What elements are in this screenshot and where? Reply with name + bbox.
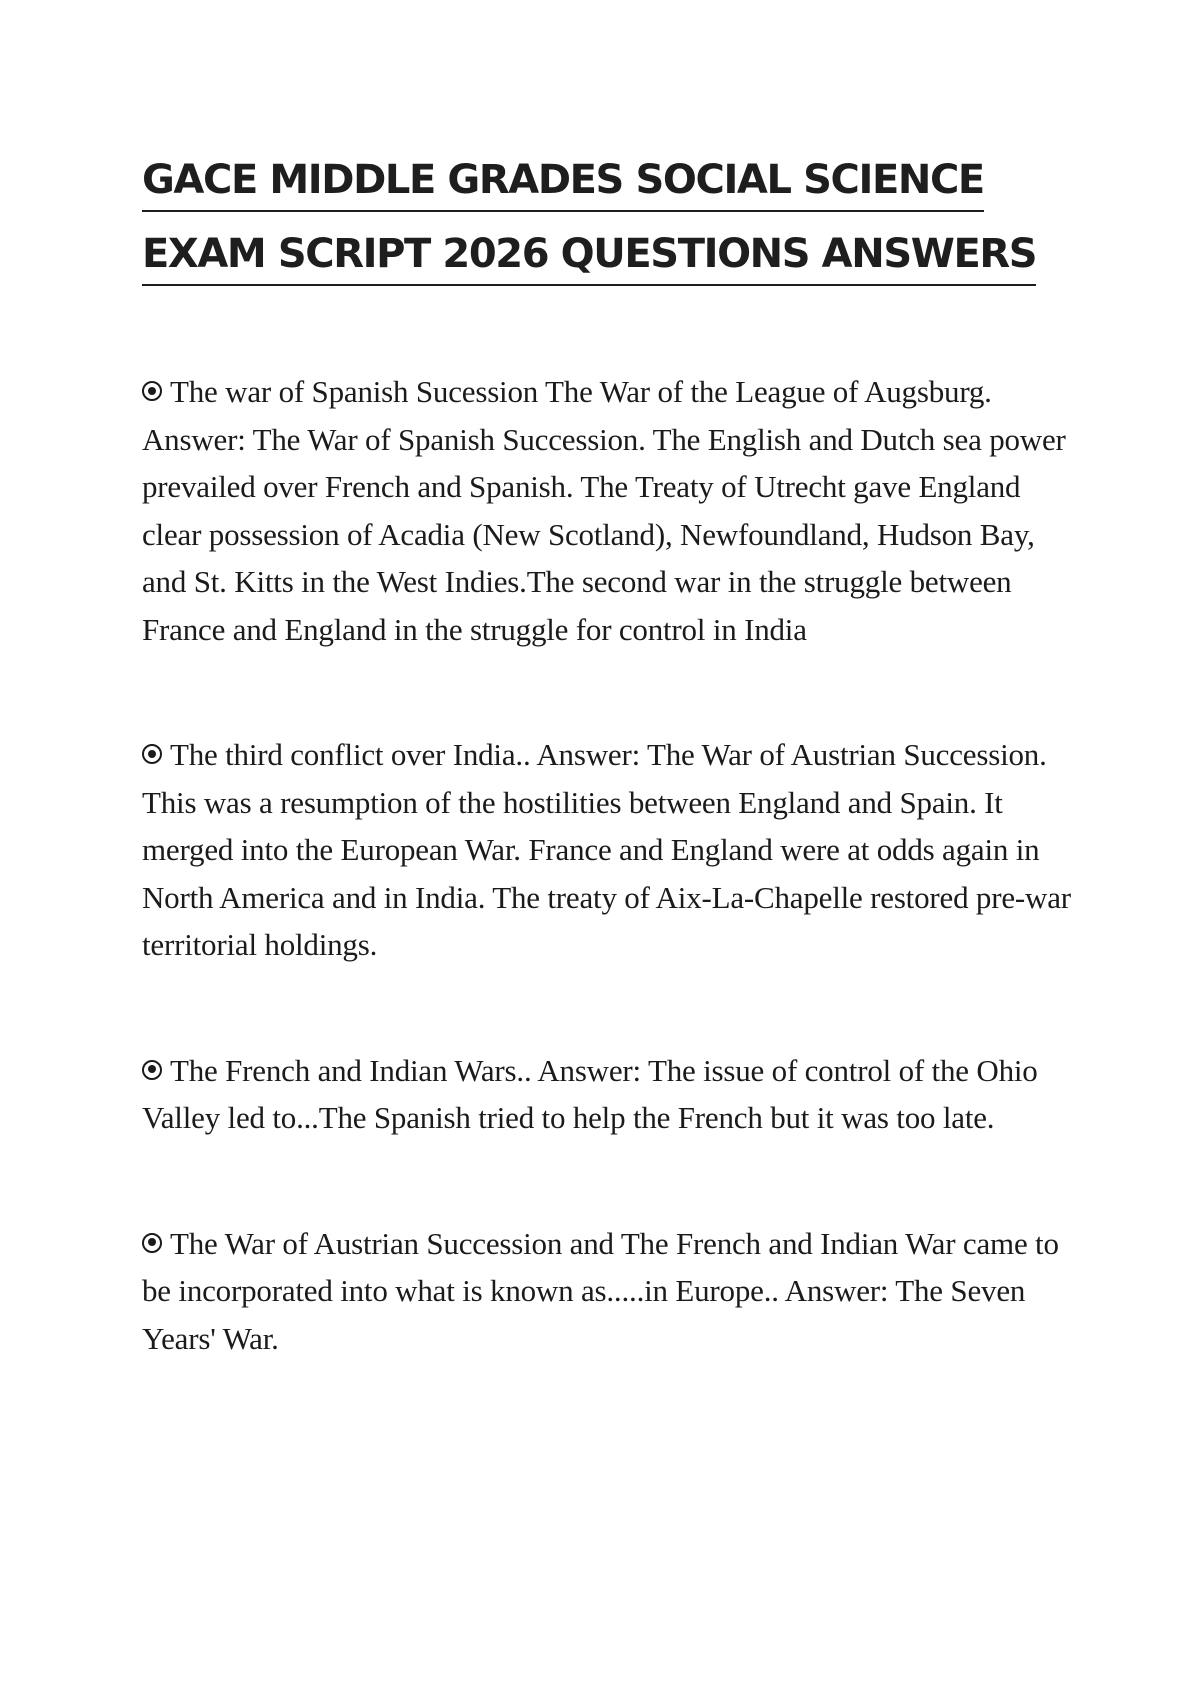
title-line-1: GACE MIDDLE GRADES SOCIAL SCIENCE <box>142 150 984 212</box>
question-list <box>142 368 1082 1362</box>
question-text-3: The French and Indian Wars.. Answer: The issue of control of the Ohio Valley led to...The Spanish tried to help the French but it was too late. <box>142 1052 1038 1135</box>
radio-bullet-icon <box>142 381 162 401</box>
question-item-1 <box>142 368 1082 653</box>
question-text-4: The War of Austrian Succession and The French and Indian War came to be incorporated into what is known as.....in Europe.. Answer: The Seven Years' War. <box>142 1225 1059 1356</box>
question-item-4 <box>142 1220 1082 1363</box>
question-item-2 <box>142 731 1082 969</box>
radio-bullet-icon <box>142 1233 162 1253</box>
title-line-2: EXAM SCRIPT 2026 QUESTIONS ANSWERS <box>142 224 1036 286</box>
question-text-2: The third conflict over India.. Answer: The War of Austrian Succession. This was a resumption of the hostilities between England and Spain. It merged into the European War. France and England were at odds again in North America and in India. The treaty of Aix-La-Chapelle restored pre-war territorial holdings. <box>142 737 1071 962</box>
radio-bullet-icon <box>142 744 162 764</box>
question-item-3 <box>142 1047 1082 1142</box>
question-text-1: The war of Spanish Sucession The War of the League of Augsburg. Answer: The War of Spanish Succession. The English and Dutch sea power prevailed over French and Spanish. The Treaty of Utrecht gave England clear possession of Acadia (New Scotland), Newfoundland, Hudson Bay, and St. Kitts in the West Indies.The second war in the struggle between France and England in the struggle for control in India <box>142 374 1066 647</box>
document-title <box>142 150 1082 286</box>
document-page <box>142 150 1082 1440</box>
radio-bullet-icon <box>142 1060 162 1080</box>
